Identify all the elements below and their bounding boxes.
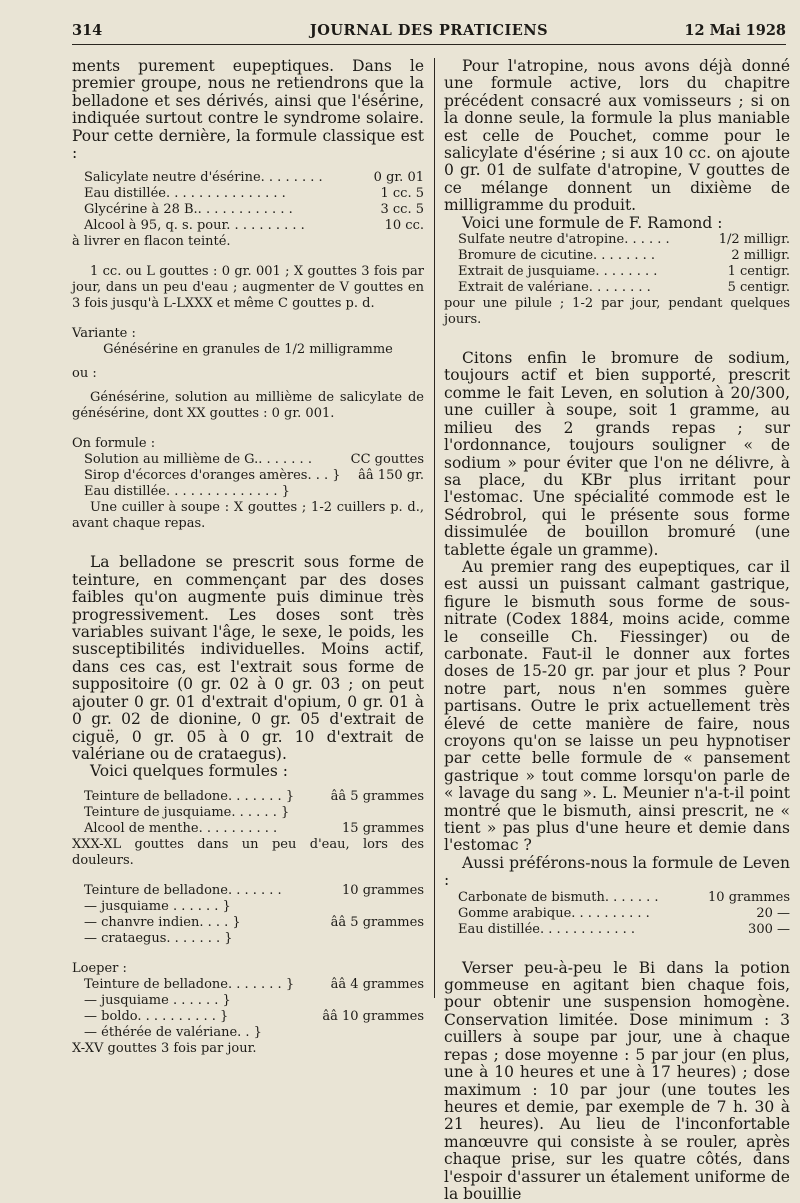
paragraph-bromure: Citons enfin le bromure de sodium, toujours actif et bien supporté, prescrit comme le fait Leven, en solution à 20/300, une cuiller à soupe, soit 1 gramme, au milieu des 2 grands repas ; sur l'ordonnance, toujours souligner « de sodium » pour éviter que l'on ne délivre, à sa place, du KBr plus irritant pour l'estomac. Une spécialité commode est le Sédrobrol, qui le présente sous forme dissimulée de bouillon bromuré (une tablette égale un gramme). [444, 349, 790, 559]
formula-line: — jusquiame . . . . . . } [84, 992, 231, 1008]
ou-label: ou : [72, 366, 97, 382]
loeper-label: Loeper : [72, 960, 127, 976]
formula-note: à livrer en flacon teinté. [72, 234, 231, 250]
formula-line: Teinture de belladone. . . . . . . } ââ 5 grammes [84, 788, 424, 804]
left-column [72, 58, 424, 1057]
page-number: 314 [72, 22, 103, 39]
paragraph-bismuth: Au premier rang des eupeptiques, car il est aussi un puissant calmant gastrique, figure le bismuth sous forme de sous-nitrate (Codex 1884, moins acide, comme le conseille Ch. Fiessinger) ou de carbonate. Faut-il le donner aux fortes doses de 15-20 gr. par jour et plus ? Pour notre part, nous n'en sommes guère partisans. Outre le prix actuellement très élevé de cette manière de faire, nous croyons qu'on se laisse un peu hypnotiser par cette belle formule de « pansement gastrique » tout comme lorsqu'on parle de « lavage du sang ». L. Meunier n'a-t-il point montré que le bismuth, ainsi prescrit, ne « tient » pas plus d'une heure et demie dans l'estomac ? [444, 557, 790, 855]
formula-line: Teinture de belladone. . . . . . . } ââ 4 grammes [84, 976, 424, 992]
paragraph: ments purement eupeptiques. Dans le premier groupe, nous ne retiendrons que la belladone et ses dérivés, ainsi que l'ésérine, indiquée surtout contre le syndrome solaire. Pour cette dernière, la formule classique est : [72, 57, 424, 163]
paragraph-ramond: Voici une formule de F. Ramond : [462, 213, 723, 232]
formula-line: — boldo. . . . . . . . . . } ââ 10 grammes [84, 1008, 424, 1024]
on-formule-label: On formule : [72, 436, 156, 452]
variante-label: Variante : [72, 326, 136, 342]
formula-ramond [444, 232, 790, 296]
journal-title: JOURNAL DES PRATICIENS [309, 22, 549, 39]
variante-text: Génésérine en granules de 1/2 milligramme [103, 342, 393, 358]
paragraph-atropine: Pour l'atropine, nous avons déjà donné une formule active, lors du chapitre précédent consacré aux vomisseurs ; si on la donne seule, la formule la plus maniable est celle de Pouchet, comme pour le salicylate d'ésérine ; si aux 10 cc. on ajoute 0 gr. 01 de sulfate d'atropine, V gouttes de ce mélange donnent un dixième de milligramme du produit. [444, 57, 790, 215]
voici-formules: Voici quelques formules : [90, 762, 289, 781]
issue-date: 12 Mai 1928 [684, 22, 786, 39]
formula-loeper [72, 977, 424, 1041]
formula-line: — chanvre indien. . . . } ââ 5 grammes [84, 914, 424, 930]
formula-line: Sirop d'écorces d'oranges amères. . . } ââ 150 gr. [84, 468, 424, 484]
formula-line: Gomme arabique. . . . . . . . . . 20 — [458, 905, 790, 921]
paragraph-leven: Aussi préférons-nous la formule de Leven : [444, 853, 790, 890]
formula-note: pour une pilule ; 1-2 par jour, pendant quelques jours. [444, 296, 790, 328]
paragraph-belladone: La belladone se prescrit sous forme de teinture, en commençant par des doses faibles qu'on augmente puis diminue très progressivement. Les doses sont très variables suivant l'âge, le sexe, le poids, les susceptibilités individuelles. Moins actif, dans ces cas, est l'extrait sous forme de suppositoire (0 gr. 02 à 0 gr. 03 ; on peut ajouter 0 gr. 01 d'extrait d'opium, 0 gr. 01 à 0 gr. 02 de dionine, 0 gr. 05 d'extrait de ciguë, 0 gr. 05 à 0 gr. 10 d'extrait de valériane ou de crataegus). [72, 553, 424, 763]
formula-line: — crataegus. . . . . . . } [84, 930, 233, 946]
formula-line: Carbonate de bismuth. . . . . . . 10 grammes [458, 889, 790, 905]
formula-line: Sulfate neutre d'atropine. . . . . . 1/2 milligr. [458, 232, 790, 248]
ou-text: Génésérine, solution au millième de salicylate de génésérine, dont XX gouttes : 0 gr. 001. [72, 390, 424, 422]
formula-genéserine [72, 452, 424, 500]
formula-line: Eau distillée. . . . . . . . . . . . 300 — [458, 921, 790, 937]
dosage-paragraph: 1 cc. ou L gouttes : 0 gr. 001 ; X gouttes 3 fois par jour, dans un peu d'eau ; augmenter de V gouttes en 3 fois jusqu'à L-LXXX et même C gouttes p. d. [72, 264, 424, 312]
formula-eserine [72, 170, 424, 234]
paragraph-verser: Verser peu-à-peu le Bi dans la potion gommeuse en agitant bien chaque fois, pour obtenir une suspension homogène. Conservation limitée. Dose minimum : 3 cuillers à soupe par jour, une à chaque repas ; dose moyenne : 5 par jour (en plus, une à 10 heures et une à 17 heures) ; dose maximum : 10 par jour (une toutes les heures et demie, par exemple de 7 h. 30 à 21 heures). Au lieu de l'inconfortable manœuvre qui consiste à se rouler, après chaque prise, sur les quatre côtés, dans l'espoir d'assurer un étalement uniforme de la bouillie [444, 958, 790, 1203]
formula-line: Bromure de cicutine. . . . . . . . 2 milligr. [458, 248, 790, 264]
formula-note: Une cuiller à soupe : X gouttes ; 1-2 cuillers p. d., avant chaque repas. [72, 500, 424, 532]
column-divider [434, 58, 435, 998]
formula-line: Alcool de menthe. . . . . . . . . . 15 grammes [84, 820, 424, 836]
formula-line: Alcool à 95, q. s. pour. . . . . . . . . . 10 cc. [84, 218, 424, 234]
formula-line: Eau distillée. . . . . . . . . . . . . . . 1 cc. 5 [84, 186, 424, 202]
formula-leven [444, 890, 790, 938]
formula-belladone-2 [72, 883, 424, 947]
formula-line: — jusquiame . . . . . . } [84, 898, 231, 914]
formula-line: Extrait de jusquiame. . . . . . . . 1 centigr. [458, 264, 790, 280]
formula-line: — éthérée de valériane. . } [84, 1024, 262, 1040]
formula-line: Teinture de jusquiame. . . . . . } [84, 804, 290, 820]
formula-note: X-XV gouttes 3 fois par jour. [72, 1040, 257, 1056]
running-header [72, 22, 786, 45]
formula-belladone-1 [72, 789, 424, 837]
formula-note: XXX-XL gouttes dans un peu d'eau, lors des douleurs. [72, 836, 424, 868]
formula-line: Teinture de belladone. . . . . . . 10 grammes [84, 882, 424, 898]
formula-line: Extrait de valériane. . . . . . . . 5 centigr. [458, 280, 790, 296]
formula-line: Glycérine à 28 B.. . . . . . . . . . . . 3 cc. 5 [84, 202, 424, 218]
right-column [444, 58, 790, 1203]
formula-line: Eau distillée. . . . . . . . . . . . . . } [84, 484, 290, 500]
formula-line: Solution au millième de G.. . . . . . . CC gouttes [84, 452, 424, 468]
formula-line: Salicylate neutre d'ésérine. . . . . . . . 0 gr. 01 [84, 170, 424, 186]
